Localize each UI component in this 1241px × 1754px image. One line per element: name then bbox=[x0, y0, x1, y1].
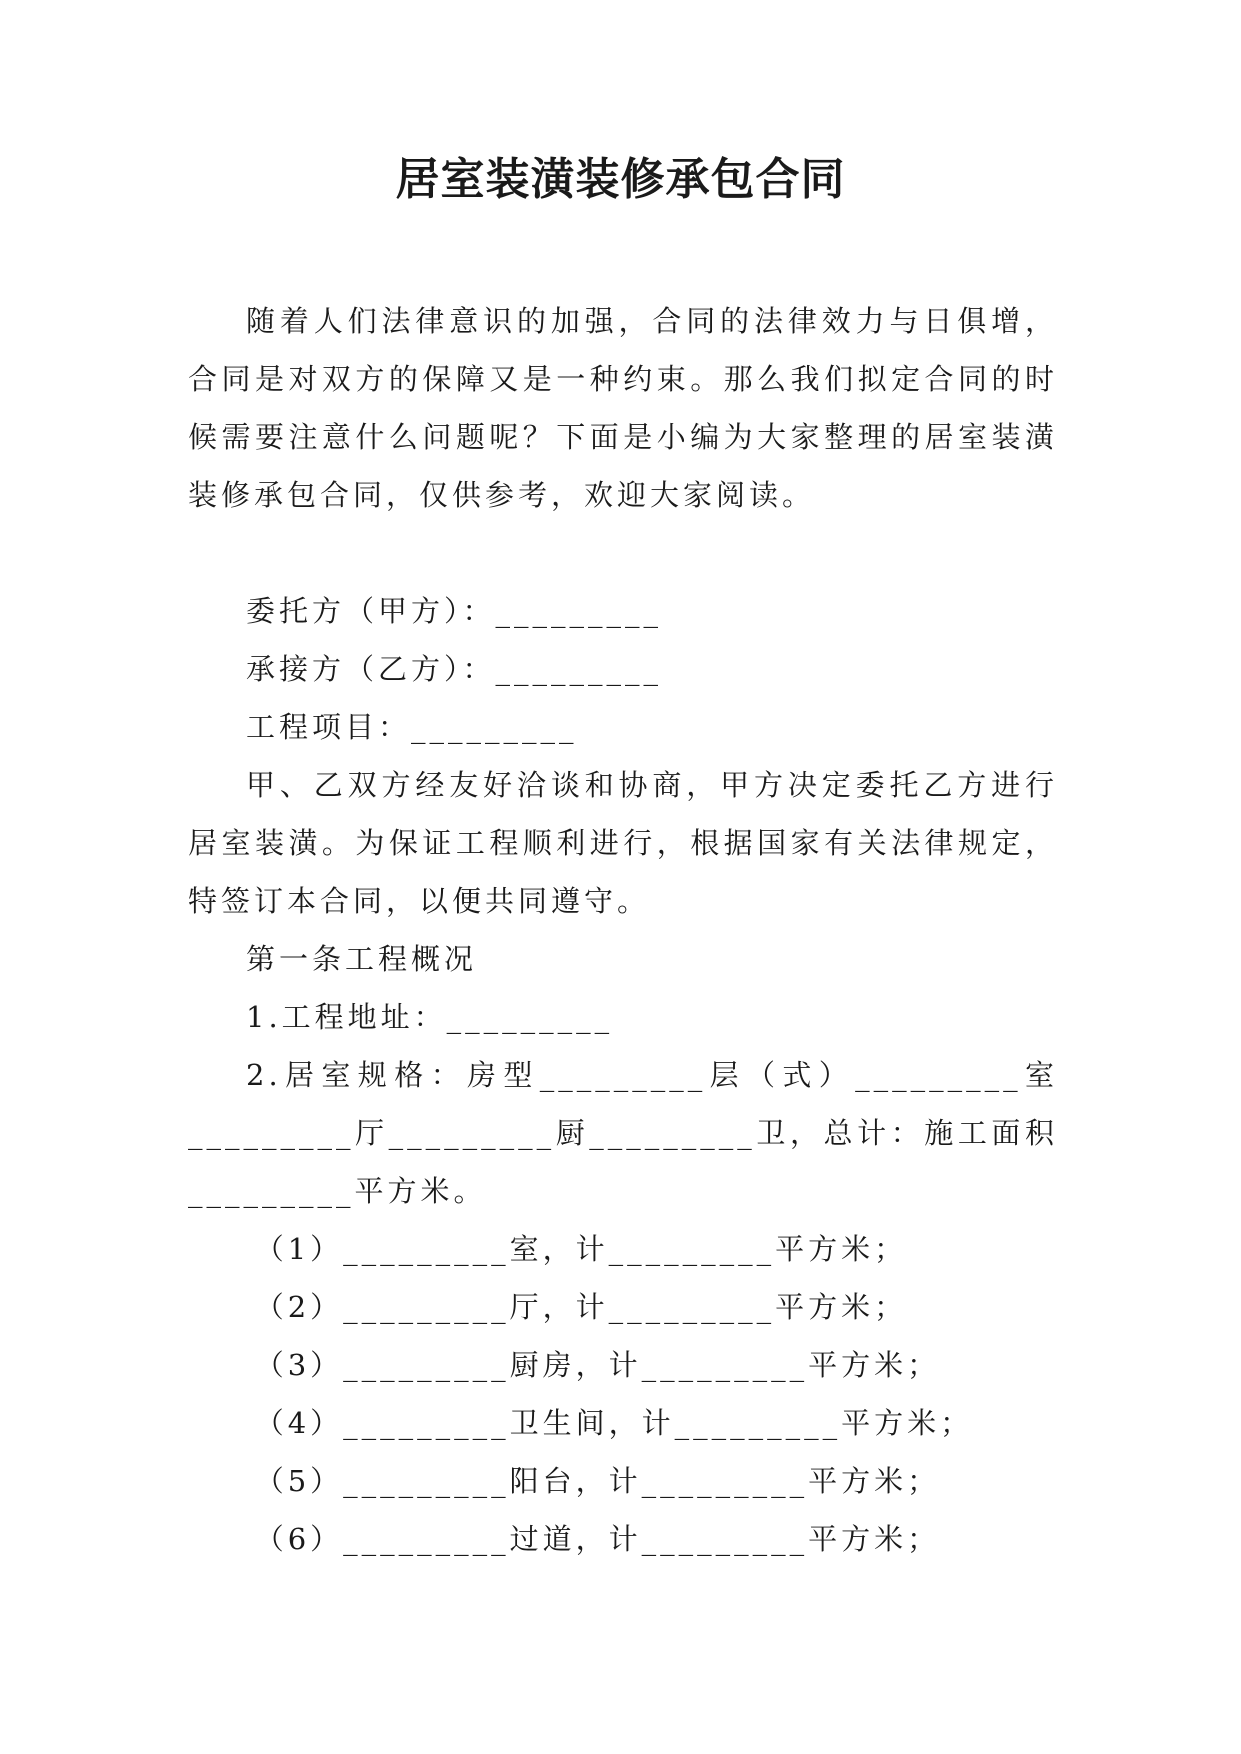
article-1-heading: 第一条工程概况 bbox=[246, 942, 478, 976]
address-line: 1.工程地址：_________ bbox=[246, 1000, 614, 1034]
list-item: （1）_________室，计_________平方米； bbox=[254, 1232, 908, 1266]
preamble-paragraph: 甲、乙双方经友好洽谈和协商，甲方决定委托乙方进行居室装潢。为保证工程顺利进行，根据国家有关法律规定，特签订本合同，以便共同遵守。 bbox=[188, 768, 1058, 918]
party-a-line: 委托方（甲方）：_________ bbox=[246, 594, 663, 628]
document-body bbox=[188, 292, 1058, 1568]
document-title: 居室装潢装修承包合同 bbox=[395, 154, 846, 205]
party-b-line: 承接方（乙方）：_________ bbox=[246, 652, 663, 686]
intro-paragraph: 随着人们法律意识的加强，合同的法律效力与日俱增，合同是对双方的保障又是一种约束。那么我们拟定合同的时候需要注意什么问题呢？下面是小编为大家整理的居室装潢装修承包合同，仅供参考，欢迎大家阅读。 bbox=[188, 304, 1058, 512]
spec-paragraph: 2.居室规格：房型_________层（式）_________室_________厅_________厨_________卫，总计：施工面积_________平方米。 bbox=[188, 1058, 1058, 1208]
list-item: （2）_________厅，计_________平方米； bbox=[254, 1290, 908, 1324]
list-item: （6）_________过道，计_________平方米； bbox=[254, 1522, 941, 1556]
list-item: （3）_________厨房，计_________平方米； bbox=[254, 1348, 941, 1382]
list-item: （5）_________阳台，计_________平方米； bbox=[254, 1464, 941, 1498]
list-item: （4）_________卫生间，计_________平方米； bbox=[254, 1406, 974, 1440]
project-line: 工程项目：_________ bbox=[246, 710, 578, 744]
